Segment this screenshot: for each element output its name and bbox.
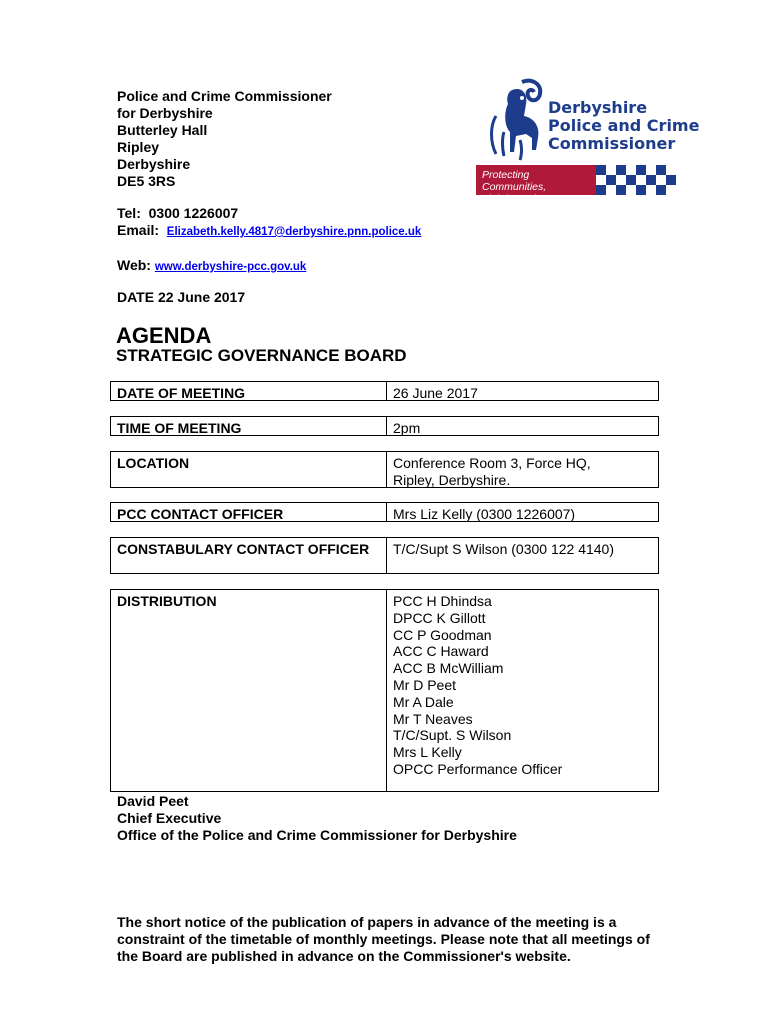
distribution-item: ACC C Haward — [393, 643, 489, 660]
row-time-of-meeting — [110, 416, 659, 436]
cell-divider — [386, 382, 387, 400]
agenda-heading: AGENDA — [116, 323, 212, 348]
logo-wordmark — [548, 99, 699, 153]
row-pcc-contact-officer — [110, 502, 659, 522]
cell-divider — [386, 538, 387, 573]
email-line — [117, 222, 421, 241]
location-label: LOCATION — [117, 455, 190, 471]
location-line: Ripley, Derbyshire. — [393, 472, 511, 488]
address-line: Ripley — [117, 139, 160, 155]
signatory-title: Chief Executive — [117, 810, 222, 826]
board-heading: STRATEGIC GOVERNANCE BOARD — [116, 346, 407, 365]
tagline-line: Fighting Crime — [482, 193, 551, 205]
distribution-item: Mr D Peet — [393, 676, 457, 693]
location-value — [393, 455, 591, 489]
checkered-band-icon — [596, 165, 676, 195]
logo-line: Police and Crime — [548, 116, 700, 135]
distribution-item: OPCC Performance Officer — [393, 760, 563, 777]
pcc-contact-label: PCC CONTACT OFFICER — [117, 506, 284, 522]
distribution-label: DISTRIBUTION — [117, 593, 217, 609]
signatory-office: Office of the Police and Crime Commissioner for Derbyshire — [117, 827, 517, 843]
publication-notice: The short notice of the publication of papers in advance of the meeting is a constraint of the timetable of monthly meetings. Please note that all meetings of the Board are published in advance on the Commissioner's website. — [117, 914, 650, 964]
distribution-item: Mr A Dale — [393, 693, 454, 710]
distribution-item: ACC B McWilliam — [393, 660, 504, 677]
address-line: for Derbyshire — [117, 105, 213, 121]
address-line: Derbyshire — [117, 156, 191, 172]
row-location — [110, 451, 659, 488]
date-of-meeting-label: DATE OF MEETING — [117, 385, 246, 401]
cell-divider — [386, 452, 387, 487]
tel-number: 0300 1226007 — [148, 205, 239, 221]
website-link[interactable]: www.derbyshire-pcc.gov.uk — [154, 261, 307, 273]
distribution-item: Mrs L Kelly — [393, 744, 462, 761]
address-line: DE5 3RS — [117, 173, 176, 189]
distribution-item: Mr T Neaves — [393, 710, 473, 727]
email-label: Email: — [117, 222, 160, 238]
document-date: DATE 22 June 2017 — [117, 289, 246, 305]
web-label: Web: — [117, 257, 151, 273]
distribution-item: PCC H Dhindsa — [393, 593, 492, 609]
pcc-contact-value: Mrs Liz Kelly (0300 1226007) — [393, 506, 576, 522]
location-line: Conference Room 3, Force HQ, — [393, 455, 591, 471]
date-of-meeting-value: 26 June 2017 — [393, 385, 478, 401]
tagline-line: Protecting Communities, — [482, 169, 547, 193]
address-block — [117, 88, 332, 190]
row-distribution — [110, 589, 659, 792]
tel-label: Tel: — [117, 205, 141, 221]
distribution-list — [393, 593, 562, 778]
ram-logo-icon — [482, 76, 548, 166]
constabulary-contact-label: CONSTABULARY CONTACT OFFICER — [117, 541, 370, 557]
time-of-meeting-label: TIME OF MEETING — [117, 420, 242, 436]
contact-block — [117, 205, 421, 241]
cell-divider — [386, 503, 387, 521]
logo-line: Commissioner — [548, 134, 676, 153]
logo-line: Derbyshire — [548, 98, 648, 117]
constabulary-contact-value: T/C/Supt S Wilson (0300 122 4140) — [393, 541, 615, 557]
distribution-item: CC P Goodman — [393, 626, 492, 643]
time-of-meeting-value: 2pm — [393, 420, 421, 436]
telephone-line — [117, 205, 421, 222]
logo-tagline-banner — [476, 165, 596, 205]
distribution-item: T/C/Supt. S Wilson — [393, 727, 512, 744]
cell-divider — [386, 590, 387, 791]
row-constabulary-contact-officer — [110, 537, 659, 574]
cell-divider — [386, 417, 387, 435]
signatory-name: David Peet — [117, 793, 189, 809]
address-line: Butterley Hall — [117, 122, 208, 138]
address-line: Police and Crime Commissioner — [117, 88, 332, 104]
distribution-item: DPCC K Gillott — [393, 609, 486, 626]
row-date-of-meeting — [110, 381, 659, 401]
web-line — [117, 257, 306, 273]
signature-block — [117, 793, 517, 844]
email-link[interactable]: Elizabeth.kelly.4817@derbyshire.pnn.police.uk — [166, 226, 422, 238]
